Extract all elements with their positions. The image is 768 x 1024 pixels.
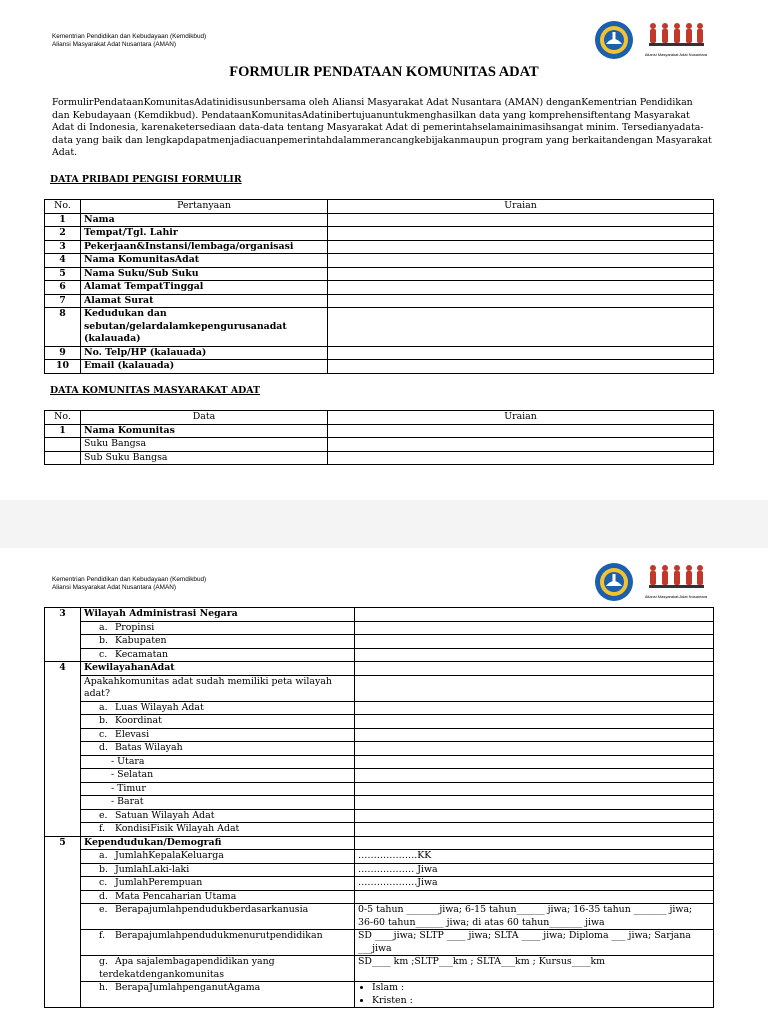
item-cell: [81, 823, 355, 837]
section-heading-community: DATA KOMUNITAS MASYARAKAT ADAT: [50, 385, 260, 396]
row-number: [45, 438, 81, 452]
item-letter: h.: [99, 982, 109, 993]
section-title-cell: KewilayahanAdat: [81, 662, 355, 676]
row-number: [45, 451, 81, 465]
item-cell: [81, 956, 355, 982]
row-number: 8: [45, 308, 81, 347]
item-label: JumlahLaki-laki: [115, 863, 190, 875]
table-row: [45, 728, 714, 742]
table-row: [45, 648, 714, 662]
table-row: [45, 796, 714, 810]
question-cell: Email (kalauada): [81, 360, 328, 374]
question-cell: Apakahkomunitas adat sudah memiliki peta wilayah adat?: [81, 675, 355, 701]
item-label: Luas Wilayah Adat: [115, 701, 204, 713]
item-cell: [81, 701, 355, 715]
item-cell: [81, 930, 355, 956]
table-row: [45, 227, 714, 241]
section-title-cell: Wilayah Administrasi Negara: [81, 608, 355, 622]
col-header-question: Pertanyaan: [81, 200, 328, 214]
answer-cell[interactable]: [355, 823, 714, 837]
answer-cell[interactable]: [355, 742, 714, 756]
header-org-line2: Aliansi Masyarakat Adat Nusantara (AMAN): [52, 41, 176, 48]
item-letter: g.: [99, 956, 108, 967]
table-row: [45, 809, 714, 823]
table-row: [45, 890, 714, 904]
item-letter: e.: [99, 809, 108, 821]
item-letter: b.: [99, 635, 108, 646]
answer-cell[interactable]: SD____ km ;SLTP___km ; SLTA___km ; Kursus____km: [355, 956, 714, 982]
answer-cell[interactable]: ……………….KK: [355, 850, 714, 864]
item-letter: b.: [99, 715, 108, 726]
question-cell: Alamat Surat: [81, 294, 328, 308]
answer-cell[interactable]: [328, 254, 714, 268]
answer-cell[interactable]: [355, 782, 714, 796]
data-cell: Suku Bangsa: [81, 438, 328, 452]
item-cell: [81, 877, 355, 891]
table-row: [45, 621, 714, 635]
community-detail-table: [44, 607, 714, 1008]
row-number: 1: [45, 213, 81, 227]
item-label: JumlahKepalaKeluarga: [115, 850, 224, 861]
table-row: [45, 608, 714, 622]
item-cell: [81, 982, 355, 1008]
row-number: 5: [45, 836, 81, 1008]
answer-cell[interactable]: [328, 227, 714, 241]
religion-islam: • Islam :: [372, 982, 710, 995]
item-label: Propinsi: [115, 621, 155, 633]
question-cell: Kedudukan dan sebutan/gelardalamkepengurusanadat (kalauada): [81, 308, 328, 347]
item-cell: [81, 809, 355, 823]
answer-cell[interactable]: [355, 662, 714, 676]
item-letter: f.: [99, 930, 106, 941]
direction-cell: - Timur: [81, 782, 355, 796]
header-organizations: [52, 576, 206, 592]
personal-data-table: [44, 199, 714, 374]
header-org-line2: Aliansi Masyarakat Adat Nusantara (AMAN): [52, 584, 176, 591]
table-header-row: [45, 200, 714, 214]
answer-cell[interactable]: [328, 360, 714, 374]
table-row: [45, 635, 714, 649]
item-letter: c.: [99, 728, 108, 740]
item-label: Berapajumlahpendudukberdasarkanusia: [115, 904, 309, 915]
answer-cell[interactable]: [355, 648, 714, 662]
answer-cell[interactable]: [328, 438, 714, 452]
item-letter: f.: [99, 823, 106, 834]
col-header-no: No.: [45, 200, 81, 214]
table-row: [45, 836, 714, 850]
answer-cell[interactable]: [328, 451, 714, 465]
row-number: 6: [45, 281, 81, 295]
table-row: [45, 662, 714, 676]
answer-cell[interactable]: [355, 701, 714, 715]
answer-cell[interactable]: [355, 608, 714, 622]
kemdikbud-logo: [594, 20, 634, 60]
header-org-line1: Kementrian Pendidikan dan Kebudayaan (Kemdikbud): [52, 576, 207, 583]
row-number: 4: [45, 254, 81, 268]
table-row: [45, 823, 714, 837]
table-row: [45, 254, 714, 268]
religion-kristen: • Kristen :: [372, 995, 710, 1008]
row-number: 3: [45, 240, 81, 254]
aman-logo-caption: Aliansi Masyarakat Adat Nusantara: [645, 52, 707, 57]
item-letter: d.: [99, 742, 108, 753]
question-cell: Nama KomunitasAdat: [81, 254, 328, 268]
item-letter: a.: [99, 850, 108, 861]
table-row: [45, 424, 714, 438]
data-cell: Sub Suku Bangsa: [81, 451, 328, 465]
page-gap: [0, 500, 768, 548]
table-row: [45, 782, 714, 796]
question-cell: Nama Suku/Sub Suku: [81, 267, 328, 281]
answer-cell[interactable]: [355, 796, 714, 810]
aman-logo: [645, 562, 707, 602]
table-row: [45, 267, 714, 281]
row-number: 5: [45, 267, 81, 281]
table-row: [45, 675, 714, 701]
table-row: [45, 213, 714, 227]
item-cell: [81, 904, 355, 930]
row-number: 10: [45, 360, 81, 374]
table-row: [45, 438, 714, 452]
item-label: KondisiFisik Wilayah Adat: [115, 823, 240, 834]
row-number: 7: [45, 294, 81, 308]
table-row: [45, 850, 714, 864]
table-header-row: [45, 411, 714, 425]
community-data-table: [44, 410, 714, 465]
table-row: [45, 742, 714, 756]
answer-cell[interactable]: ……………….Jiwa: [355, 877, 714, 891]
kemdikbud-logo: [594, 562, 634, 602]
item-letter: c.: [99, 877, 108, 888]
answer-cell[interactable]: [328, 281, 714, 295]
answer-cell[interactable]: [355, 809, 714, 823]
item-letter: c.: [99, 648, 108, 660]
answer-cell[interactable]: [355, 635, 714, 649]
table-row: [45, 956, 714, 982]
item-cell: [81, 742, 355, 756]
table-row: [45, 346, 714, 360]
item-label: Berapajumlahpendudukmenurutpendidikan: [115, 930, 323, 941]
answer-cell[interactable]: [355, 621, 714, 635]
item-cell: [81, 715, 355, 729]
row-number: 9: [45, 346, 81, 360]
col-header-data: Data: [81, 411, 328, 425]
answer-cell[interactable]: ……………… Jiwa: [355, 863, 714, 877]
table-row: [45, 755, 714, 769]
table-row: [45, 930, 714, 956]
aman-logo: [645, 20, 707, 60]
question-cell: Alamat TempatTinggal: [81, 281, 328, 295]
form-title: FORMULIR PENDATAAN KOMUNITAS ADAT: [229, 64, 539, 80]
table-row: [45, 769, 714, 783]
table-row: [45, 294, 714, 308]
row-number: 4: [45, 662, 81, 837]
row-number: 1: [45, 424, 81, 438]
form-page-1: [0, 0, 768, 500]
table-row: [45, 281, 714, 295]
col-header-answer: Uraian: [328, 411, 714, 425]
table-row: [45, 982, 714, 1008]
answer-cell[interactable]: [328, 308, 714, 347]
table-row: [45, 715, 714, 729]
answer-cell[interactable]: [355, 890, 714, 904]
direction-cell: - Barat: [81, 796, 355, 810]
item-cell: [81, 850, 355, 864]
col-header-no: No.: [45, 411, 81, 425]
table-row: [45, 877, 714, 891]
answer-cell[interactable]: [328, 213, 714, 227]
row-number: 3: [45, 608, 81, 662]
item-label: JumlahPerempuan: [115, 877, 203, 888]
answer-cell[interactable]: 0-5 tahun _______jiwa; 6-15 tahun______ jiwa; 16-35 tahun _______ jiwa; 36-60 tahun______ jiwa; di atas 60 tahun_______ jiwa: [355, 904, 714, 930]
table-row: [45, 240, 714, 254]
item-label: Koordinat: [115, 715, 162, 726]
table-row: [45, 308, 714, 347]
answer-cell[interactable]: [355, 675, 714, 701]
table-row: [45, 451, 714, 465]
answer-cell[interactable]: SD ____jiwa; SLTP ____ jiwa; SLTA ____ jiwa; Diploma ___ jiwa; Sarjana ___jiwa: [355, 930, 714, 956]
form-page-2: [0, 548, 768, 1024]
answer-cell[interactable]: [328, 267, 714, 281]
item-label: Mata Pencaharian Utama: [115, 890, 237, 902]
data-cell: Nama Komunitas: [81, 424, 328, 438]
item-cell: [81, 648, 355, 662]
item-letter: e.: [99, 904, 108, 915]
answer-cell[interactable]: [328, 240, 714, 254]
answer-cell[interactable]: [328, 424, 714, 438]
item-letter: d.: [99, 890, 108, 902]
answer-cell[interactable]: [355, 728, 714, 742]
item-cell: [81, 890, 355, 904]
question-cell: Nama: [81, 213, 328, 227]
question-cell: Pekerjaan&Instansi/lembaga/organisasi: [81, 240, 328, 254]
item-letter: a.: [99, 701, 108, 713]
header-organizations: [52, 33, 206, 49]
item-label: Apa sajalembagapendidikan yang terdekatdengankomunitas: [99, 956, 275, 980]
section-title-cell: Kependudukan/Demografi: [81, 836, 355, 850]
item-cell: [81, 863, 355, 877]
item-label: Satuan Wilayah Adat: [115, 809, 215, 821]
table-row: [45, 701, 714, 715]
item-label: Kecamatan: [115, 648, 169, 660]
item-label: Kabupaten: [115, 635, 167, 646]
answer-cell[interactable]: [355, 982, 714, 1008]
header-org-line1: Kementrian Pendidikan dan Kebudayaan (Kemdikbud): [52, 33, 207, 40]
answer-cell[interactable]: [328, 346, 714, 360]
intro-paragraph: FormulirPendataanKomunitasAdatinidisusunbersama oleh Aliansi Masyarakat Adat Nusantara (AMAN) denganKementrian Pendidikan dan Kebudayaan (Kemdikbud). PendataanKomunitasAdatinibertujuanuntukmenghasilkan data yang komprehensiftentang Masyarakat Adat di Indonesia, karenaketersediaan data-data tentang Masyarakat Adat di pemerintahselamainimasihsangat minim. Tersedianyadata-data yang baik dan lengkapdapatmenjadiacuanpemerintahdalammerancangkebijakanmaupun program yang berkaitandengan Masyarakat Adat.: [52, 97, 712, 158]
col-header-answer: Uraian: [328, 200, 714, 214]
table-row: [45, 360, 714, 374]
question-cell: No. Telp/HP (kalauada): [81, 346, 328, 360]
answer-cell[interactable]: [355, 836, 714, 850]
direction-cell: - Selatan: [81, 769, 355, 783]
aman-logo-caption: Aliansi Masyarakat Adat Nusantara: [645, 594, 707, 599]
item-cell: [81, 728, 355, 742]
answer-cell[interactable]: [355, 715, 714, 729]
item-cell: [81, 635, 355, 649]
item-letter: b.: [99, 863, 108, 875]
answer-cell[interactable]: [355, 769, 714, 783]
answer-cell[interactable]: [355, 755, 714, 769]
item-letter: a.: [99, 621, 108, 633]
question-cell: Tempat/Tgl. Lahir: [81, 227, 328, 241]
item-label: Elevasi: [115, 728, 150, 740]
item-label: BerapaJumlahpenganutAgama: [115, 982, 261, 993]
item-cell: [81, 621, 355, 635]
table-row: [45, 863, 714, 877]
section-heading-personal: DATA PRIBADI PENGISI FORMULIR: [50, 174, 242, 185]
row-number: 2: [45, 227, 81, 241]
answer-cell[interactable]: [328, 294, 714, 308]
direction-cell: - Utara: [81, 755, 355, 769]
table-row: [45, 904, 714, 930]
item-label: Batas Wilayah: [115, 742, 183, 753]
